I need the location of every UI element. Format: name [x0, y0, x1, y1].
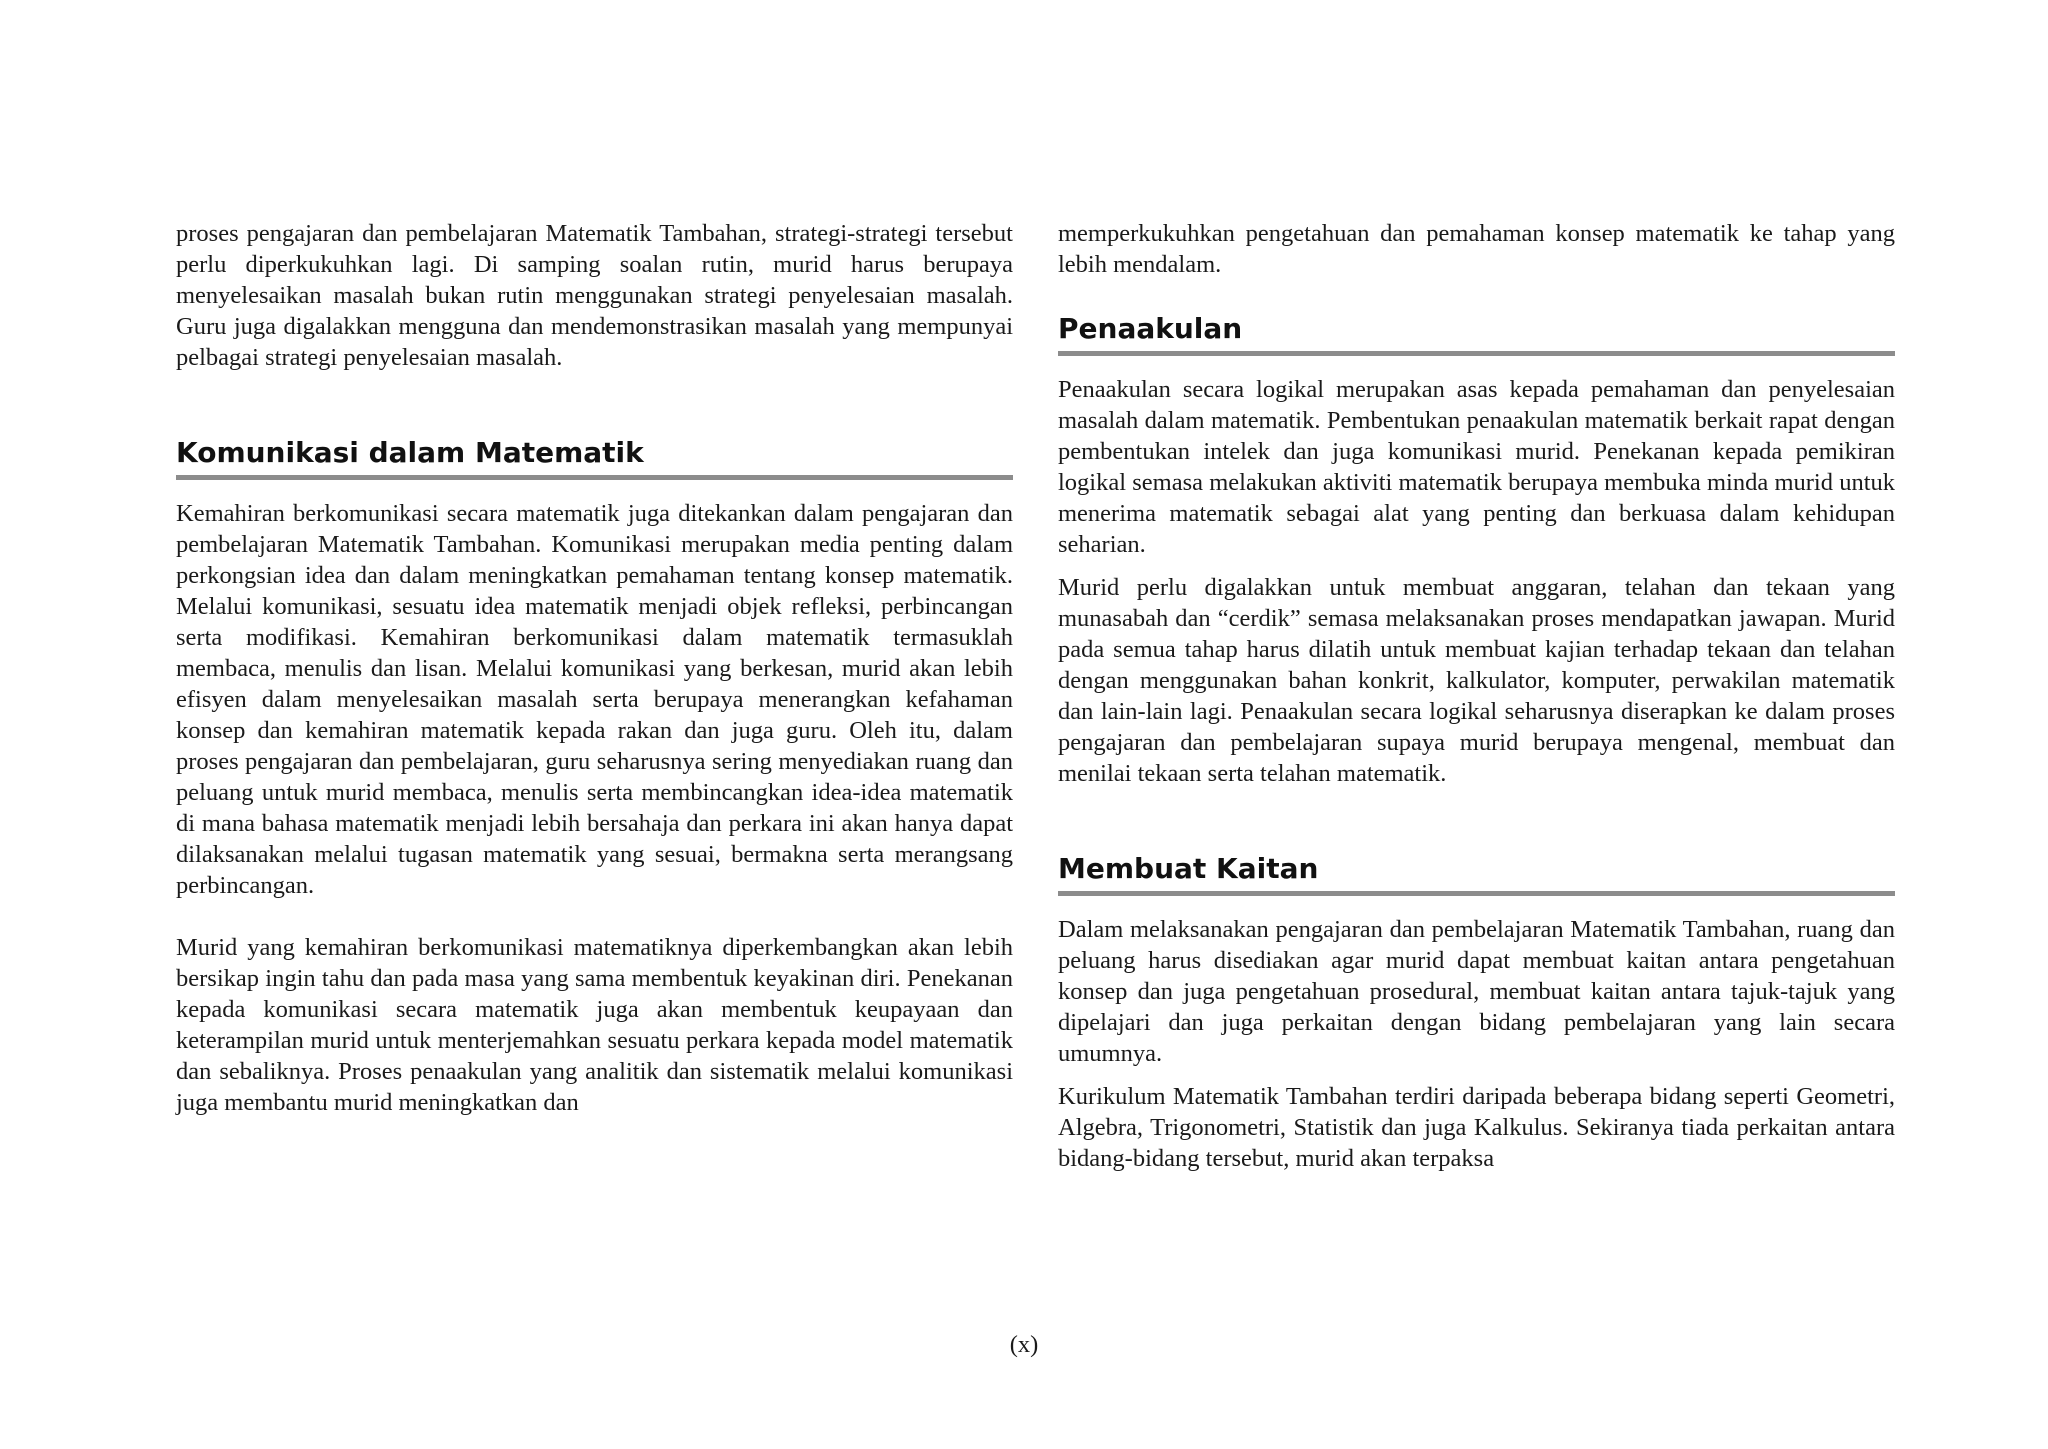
paragraph-intro-right: memperkukuhkan pengetahuan dan pemahaman konsep matematik ke tahap yang lebih mendalam.	[1058, 220, 1895, 278]
page-number: (x)	[1009, 1331, 1039, 1358]
paragraph-penaakulan-1: Penaakulan secara logikal merupakan asas kepada pemahaman dan penyelesaian masalah dalam matematik. Pembentukan penaakulan matematik berkait rapat dengan pembentukan intelek dan juga komunikasi murid. Penekanan kepada pemikiran logikal semasa melakukan aktiviti matematik berupaya membuka minda murid untuk menerima matematik sebagai alat yang penting dan berkuasa dalam kehidupan seharian.	[1058, 376, 1895, 558]
section-heading-penaakulan: Penaakulan	[1058, 312, 1243, 345]
paragraph-penaakulan-2: Murid perlu digalakkan untuk membuat anggaran, telahan dan tekaan yang munasabah dan “cerdik” semasa melaksanakan proses mendapatkan jawapan. Murid pada semua tahap harus dilatih untuk membuat kajian terhadap tekaan dan telahan dengan menggunakan bahan konkrit, kalkulator, komputer, perwakilan matematik dan lain-lain lagi. Penaakulan secara logikal seharusnya diserapkan ke dalam proses pengajaran dan pembelajaran supaya murid berupaya mengenal, membuat dan menilai tekaan serta telahan matematik.	[1058, 574, 1895, 787]
section-heading-kaitan: Membuat Kaitan	[1058, 852, 1319, 885]
heading-divider	[176, 475, 1013, 480]
paragraph-kaitan-1: Dalam melaksanakan pengajaran dan pembelajaran Matematik Tambahan, ruang dan peluang harus disediakan agar murid dapat membuat kaitan antara pengetahuan konsep dan juga pengetahuan prosedural, membuat kaitan antara tajuk-tajuk yang dipelajari dan juga perkaitan dengan bidang pembelajaran yang lain secara umumnya.	[1058, 916, 1895, 1067]
paragraph-kaitan-2: Kurikulum Matematik Tambahan terdiri daripada beberapa bidang seperti Geometri, Algebra, Trigonometri, Statistik dan juga Kalkulus. Sekiranya tiada perkaitan antara bidang-bidang tersebut, murid akan terpaksa	[1058, 1083, 1895, 1172]
section-heading-komunikasi: Komunikasi dalam Matematik	[176, 436, 644, 469]
paragraph-intro-left: proses pengajaran dan pembelajaran Matematik Tambahan, strategi-strategi tersebut perlu diperkukuhkan lagi. Di samping soalan rutin, murid harus berupaya menyelesaikan masalah bukan rutin menggunakan strategi penyelesaian masalah. Guru juga digalakkan mengguna dan mendemonstrasikan masalah yang mempunyai pelbagai strategi penyelesaian masalah.	[176, 220, 1013, 371]
section-heading-penaakulan-block	[1058, 311, 1895, 356]
paragraph-komunikasi-2: Murid yang kemahiran berkomunikasi matematiknya diperkembangkan akan lebih bersikap ingin tahu dan pada masa yang sama membentuk keyakinan diri. Penekanan kepada komunikasi secara matematik juga akan membentuk keupayaan dan keterampilan murid untuk menterjemahkan sesuatu perkara kepada model matematik dan sebaliknya. Proses penaakulan yang analitik dan sistematik melalui komunikasi juga membantu murid meningkatkan dan	[176, 934, 1013, 1116]
paragraph-komunikasi-1: Kemahiran berkomunikasi secara matematik juga ditekankan dalam pengajaran dan pembelajaran Matematik Tambahan. Komunikasi merupakan media penting dalam perkongsian idea dan dalam meningkatkan pemahaman tentang konsep matematik. Melalui komunikasi, sesuatu idea matematik menjadi objek refleksi, perbincangan serta modifikasi. Kemahiran berkomunikasi dalam matematik termasuklah membaca, menulis dan lisan. Melalui komunikasi yang berkesan, murid akan lebih efisyen dalam menyelesaikan masalah serta berupaya menerangkan kefahaman konsep dan kemahiran matematik kepada rakan dan juga guru. Oleh itu, dalam proses pengajaran dan pembelajaran, guru seharusnya sering menyediakan ruang dan peluang untuk murid membaca, menulis serta membincangkan idea-idea matematik di mana bahasa matematik menjadi lebih bersahaja dan perkara ini akan hanya dapat dilaksanakan melalui tugasan matematik yang sesuai, bermakna serta merangsang perbincangan.	[176, 500, 1013, 899]
section-heading-kaitan-block	[1058, 851, 1895, 896]
heading-divider	[1058, 891, 1895, 896]
right-column	[1058, 218, 1895, 1174]
section-heading-komunikasi-block	[176, 435, 1013, 480]
heading-divider	[1058, 351, 1895, 356]
left-column	[176, 218, 1013, 1118]
